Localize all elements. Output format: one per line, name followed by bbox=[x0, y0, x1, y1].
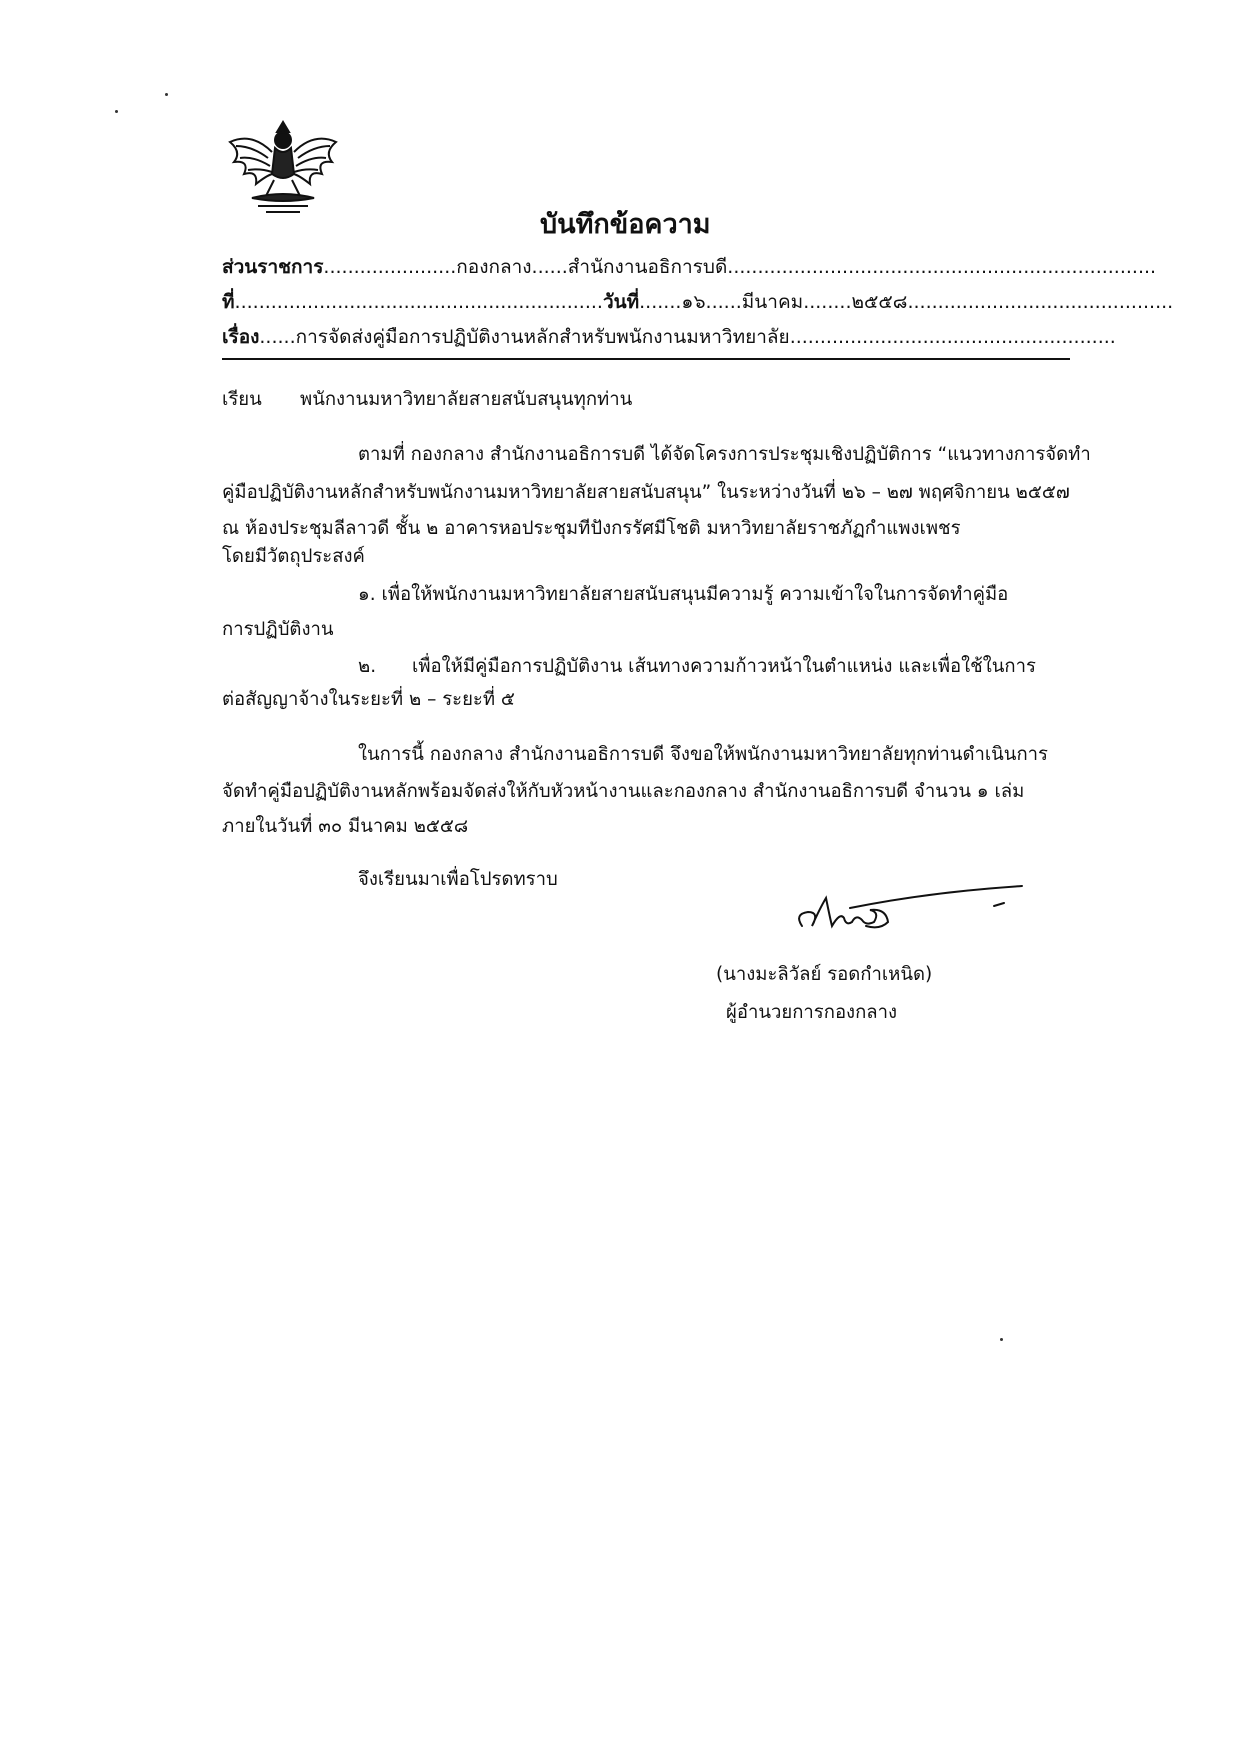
paragraph-2-line-1: ในการนี้ กองกลาง สำนักงานอธิการบดี จึงขอให้พนักงานมหาวิทยาลัยทุกท่านดำเนินการ bbox=[358, 744, 1048, 765]
paragraph-1-line-1: ตามที่ กองกลาง สำนักงานอธิการบดี ได้จัดโครงการประชุมเชิงปฏิบัติการ “แนวทางการจัดทำ bbox=[358, 444, 1091, 465]
salutation-recipient: พนักงานมหาวิทยาลัยสายสนับสนุนทุกท่าน bbox=[300, 389, 633, 410]
date-label: วันที่ bbox=[602, 291, 640, 313]
paragraph-1-line-4: โดยมีวัตถุประสงค์ bbox=[222, 546, 365, 567]
handwritten-signature bbox=[790, 868, 1030, 938]
closing-text: จึงเรียนมาเพื่อโปรดทราบ bbox=[358, 869, 558, 890]
garuda-emblem-icon bbox=[222, 112, 344, 220]
ref-label: ที่ bbox=[222, 291, 235, 313]
date-value: .......๑๖......มีนาคม........๒๕๕๘............................................ bbox=[639, 291, 1174, 313]
scan-speck bbox=[115, 110, 118, 113]
item-2-line-1: เพื่อให้มีคู่มือการปฏิบัติงาน เส้นทางความก้าวหน้าในตำแหน่ง และเพื่อใช้ในการ bbox=[412, 656, 1036, 677]
paragraph-2-line-2: จัดทำคู่มือปฏิบัติงานหลักพร้อมจัดส่งให้กับหัวหน้างานและกองกลาง สำนักงานอธิการบดี จำนวน ๑ เล่ม bbox=[222, 781, 1025, 802]
agency-value: ......................กองกลาง......สำนักงานอธิการบดี....................................................................... bbox=[323, 256, 1157, 278]
item-2-number: ๒. bbox=[358, 656, 377, 677]
subject-value: ......การจัดส่งคู่มือการปฏิบัติงานหลักสำหรับพนักงานมหาวิทยาลัย...................................................... bbox=[259, 326, 1116, 348]
subject-label: เรื่อง bbox=[222, 326, 260, 348]
header-divider bbox=[222, 358, 1070, 360]
agency-line bbox=[222, 252, 1156, 282]
paragraph-1-line-2: คู่มือปฏิบัติงานหลักสำหรับพนักงานมหาวิทยาลัยสายสนับสนุน” ในระหว่างวันที่ ๒๖ – ๒๗ พฤศจิกายน ๒๕๕๗ bbox=[222, 482, 1070, 503]
scan-speck bbox=[1000, 1338, 1003, 1341]
scan-speck bbox=[165, 93, 168, 96]
item-2-line-2: ต่อสัญญาจ้างในระยะที่ ๒ – ระยะที่ ๕ bbox=[222, 689, 515, 710]
agency-label: ส่วนราชการ bbox=[222, 256, 324, 278]
salutation-label: เรียน bbox=[222, 389, 262, 410]
paragraph-1-line-3: ณ ห้องประชุมลีลาวดี ชั้น ๒ อาคารหอประชุมทีปังกรรัศมีโชติ มหาวิทยาลัยราชภัฏกำแพงเพชร bbox=[222, 518, 961, 539]
subject-line bbox=[222, 322, 1116, 352]
ref-date-line bbox=[222, 287, 1173, 317]
item-1-line-1: ๑. เพื่อให้พนักงานมหาวิทยาลัยสายสนับสนุนมีความรู้ ความเข้าใจในการจัดทำคู่มือ bbox=[358, 584, 1009, 605]
document-title: บันทึกข้อความ bbox=[540, 209, 711, 240]
item-1-line-2: การปฏิบัติงาน bbox=[222, 619, 334, 640]
ref-dots: ............................................................. bbox=[234, 291, 603, 313]
signatory-name: (นางมะลิวัลย์ รอดกำเหนิด) bbox=[716, 964, 933, 985]
paragraph-2-line-3: ภายในวันที่ ๓๐ มีนาคม ๒๕๕๘ bbox=[222, 816, 469, 837]
signatory-position: ผู้อำนวยการกองกลาง bbox=[726, 1002, 898, 1023]
